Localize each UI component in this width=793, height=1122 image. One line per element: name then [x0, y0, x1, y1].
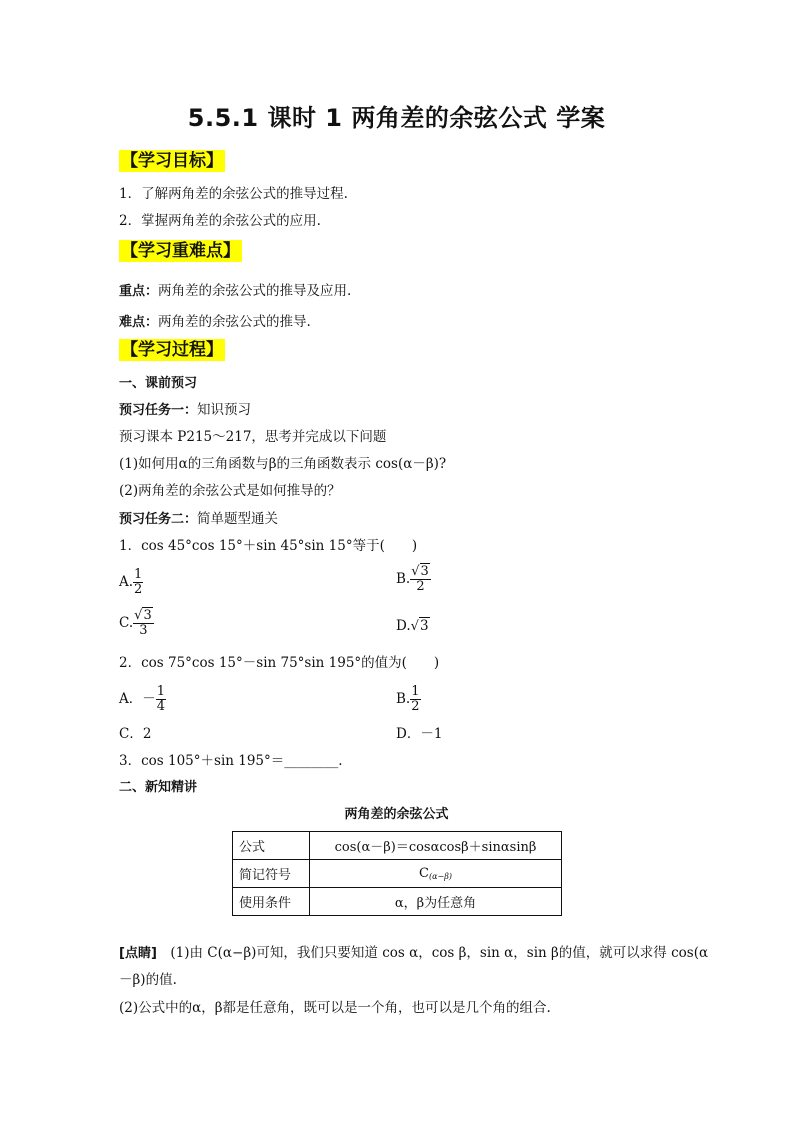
fraction: $\frac{√3}{3}$	[134, 608, 152, 638]
fraction: $\frac{1}{2}$	[411, 684, 420, 714]
exercise-2-option-a: A．－ $\frac{1}{4}$	[119, 684, 166, 714]
exercise-2: 2．cos 75°cos 15°－sin 75°sin 195°的值为( )	[119, 655, 440, 671]
section-goals-heading: 【学习目标】	[121, 151, 223, 171]
exercise-2-option-d: D．－1	[396, 726, 443, 742]
table-row	[233, 888, 562, 916]
table-cell-symbol: $C_{(\alpha-\beta)}$	[310, 860, 562, 888]
note-line-1: [点睛] (1)由 C(α−β)可知，我们只要知道 cos α，cos β，sin α，sin β的值，就可以求得 cos(α	[119, 945, 709, 961]
section-process-heading: 【学习过程】	[121, 340, 223, 360]
exercise-1-option-d: D.√3	[396, 618, 429, 634]
preview-question-2: (2)两角差的余弦公式是如何推导的？	[119, 483, 341, 499]
preview-task-1: 预习任务一：知识预习	[119, 402, 252, 418]
table-cell-label: 公式	[233, 832, 310, 860]
difficult-point: 难点：两角差的余弦公式的推导.	[119, 314, 311, 330]
fraction: $\frac{√3}{2}$	[411, 564, 429, 594]
sqrt-symbol: √3	[134, 608, 152, 623]
sqrt-symbol: √3	[410, 618, 429, 634]
exercise-3: 3．cos 105°＋sin 195°＝________.	[119, 753, 343, 769]
goal-item: 2．掌握两角差的余弦公式的应用.	[119, 213, 321, 229]
table-row	[233, 832, 562, 860]
exercise-2-option-c: C．2	[119, 726, 152, 742]
fraction: $\frac{1}{4}$	[156, 684, 166, 714]
preview-task-2: 预习任务二：简单题型通关	[119, 511, 279, 527]
goal-item: 1．了解两角差的余弦公式的推导过程.	[119, 186, 348, 202]
table-cell-formula: cos(α－β)＝cosαcosβ＋sinαsinβ	[310, 832, 562, 860]
table-row	[233, 860, 562, 888]
table-cell-label: 简记符号	[233, 860, 310, 888]
part2-heading: 二、新知精讲	[119, 780, 198, 795]
note-line-3: (2)公式中的α，β都是任意角，既可以是一个角，也可以是几个角的组合.	[119, 1000, 551, 1016]
note-line-2: －β)的值.	[119, 972, 177, 988]
page-title: 5.5.1 课时 1 两角差的余弦公式 学案	[187, 104, 606, 132]
exercise-1-option-c: C. $\frac{√3}{3}$	[119, 608, 152, 638]
exercise-2-option-b: B. $\frac{1}{2}$	[396, 684, 420, 714]
preview-question-1: (1)如何用α的三角函数与β的三角函数表示 cos(α－β)?	[119, 456, 447, 472]
exercise-1-option-a: A. $\frac{1}{2}$	[119, 567, 143, 597]
table-cell-label: 使用条件	[233, 888, 310, 916]
part1-heading: 一、课前预习	[119, 376, 198, 391]
table-cell-condition: α，β为任意角	[310, 888, 562, 916]
key-point: 重点：两角差的余弦公式的推导及应用.	[119, 283, 352, 299]
section-keypoints-heading: 【学习重难点】	[121, 241, 240, 261]
preview-instruction: 预习课本 P215～217，思考并完成以下问题	[119, 429, 387, 445]
table-title: 两角差的余弦公式	[344, 807, 449, 822]
formula-table	[232, 831, 562, 916]
exercise-1-option-b: B. $\frac{√3}{2}$	[396, 564, 429, 594]
exercise-1: 1．cos 45°cos 15°＋sin 45°sin 15°等于( )	[119, 538, 418, 554]
fraction: $\frac{1}{2}$	[134, 567, 143, 597]
sqrt-symbol: √3	[411, 564, 429, 579]
